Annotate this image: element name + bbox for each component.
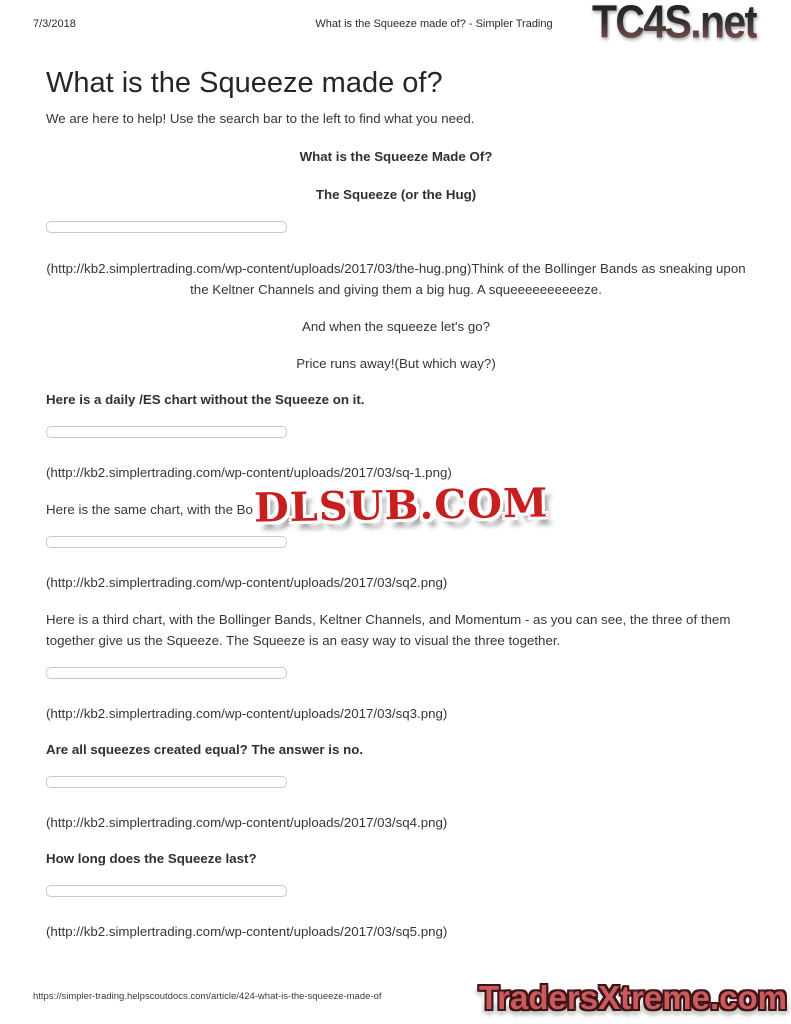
section-heading: The Squeeze (or the Hug) xyxy=(315,187,477,202)
paragraph: Price runs away!(But which way?) xyxy=(296,356,496,371)
section-heading: Here is a daily /ES chart without the Squeeze on it. xyxy=(46,392,365,407)
paragraph: And when the squeeze let's go? xyxy=(301,319,491,334)
section-heading: Are all squeezes created equal? The answer is no. xyxy=(46,742,364,757)
paragraph: Here is the same chart, with the Bo xyxy=(46,502,253,517)
image-url-text: (http://kb2.simplertrading.com/wp-content/uploads/2017/03/sq4.png) xyxy=(46,815,448,830)
broken-image-placeholder xyxy=(46,667,287,679)
broken-image-placeholder xyxy=(46,885,287,897)
section-heading: What is the Squeeze Made Of? xyxy=(299,149,493,164)
print-footer-url: https://simpler-trading.helpscoutdocs.com/article/424-what-is-the-squeeze-made-of xyxy=(33,991,382,1002)
image-url-text: (http://kb2.simplertrading.com/wp-content/uploads/2017/03/sq2.png) xyxy=(46,575,448,590)
intro-paragraph: We are here to help! Use the search bar to the left to find what you need. xyxy=(46,111,475,126)
broken-image-placeholder xyxy=(46,426,287,438)
image-url-text: (http://kb2.simplertrading.com/wp-content/uploads/2017/03/sq-1.png) xyxy=(46,465,452,480)
broken-image-placeholder xyxy=(46,221,287,233)
paragraph: (http://kb2.simplertrading.com/wp-content/uploads/2017/03/the-hug.png)Think of the Bollinger Bands as sneaking upon the Keltner Channels and giving them a big hug. A squeeeeeeeeeeze. xyxy=(46,261,746,297)
paragraph: Here is a third chart, with the Bollinger Bands, Keltner Channels, and Momentum - as you can see, the three of them together give us the Squeeze. The Squeeze is an easy way to visual the three together. xyxy=(46,612,731,648)
dlsub-watermark: DLSUB.COM xyxy=(253,479,549,532)
section-heading: How long does the Squeeze last? xyxy=(46,851,257,866)
tradersxtreme-watermark: TradersXtreme.com xyxy=(478,979,787,1016)
broken-image-placeholder xyxy=(46,536,287,548)
article-title: What is the Squeeze made of? xyxy=(46,67,443,99)
print-header-title: What is the Squeeze made of? - Simpler Trading xyxy=(315,18,553,30)
tc4s-watermark: TC4S.net xyxy=(592,0,757,48)
image-url-text: (http://kb2.simplertrading.com/wp-content/uploads/2017/03/sq3.png) xyxy=(46,706,448,721)
broken-image-placeholder xyxy=(46,776,287,788)
image-url-text: (http://kb2.simplertrading.com/wp-content/uploads/2017/03/sq5.png) xyxy=(46,924,448,939)
print-header-date: 7/3/2018 xyxy=(33,18,76,30)
